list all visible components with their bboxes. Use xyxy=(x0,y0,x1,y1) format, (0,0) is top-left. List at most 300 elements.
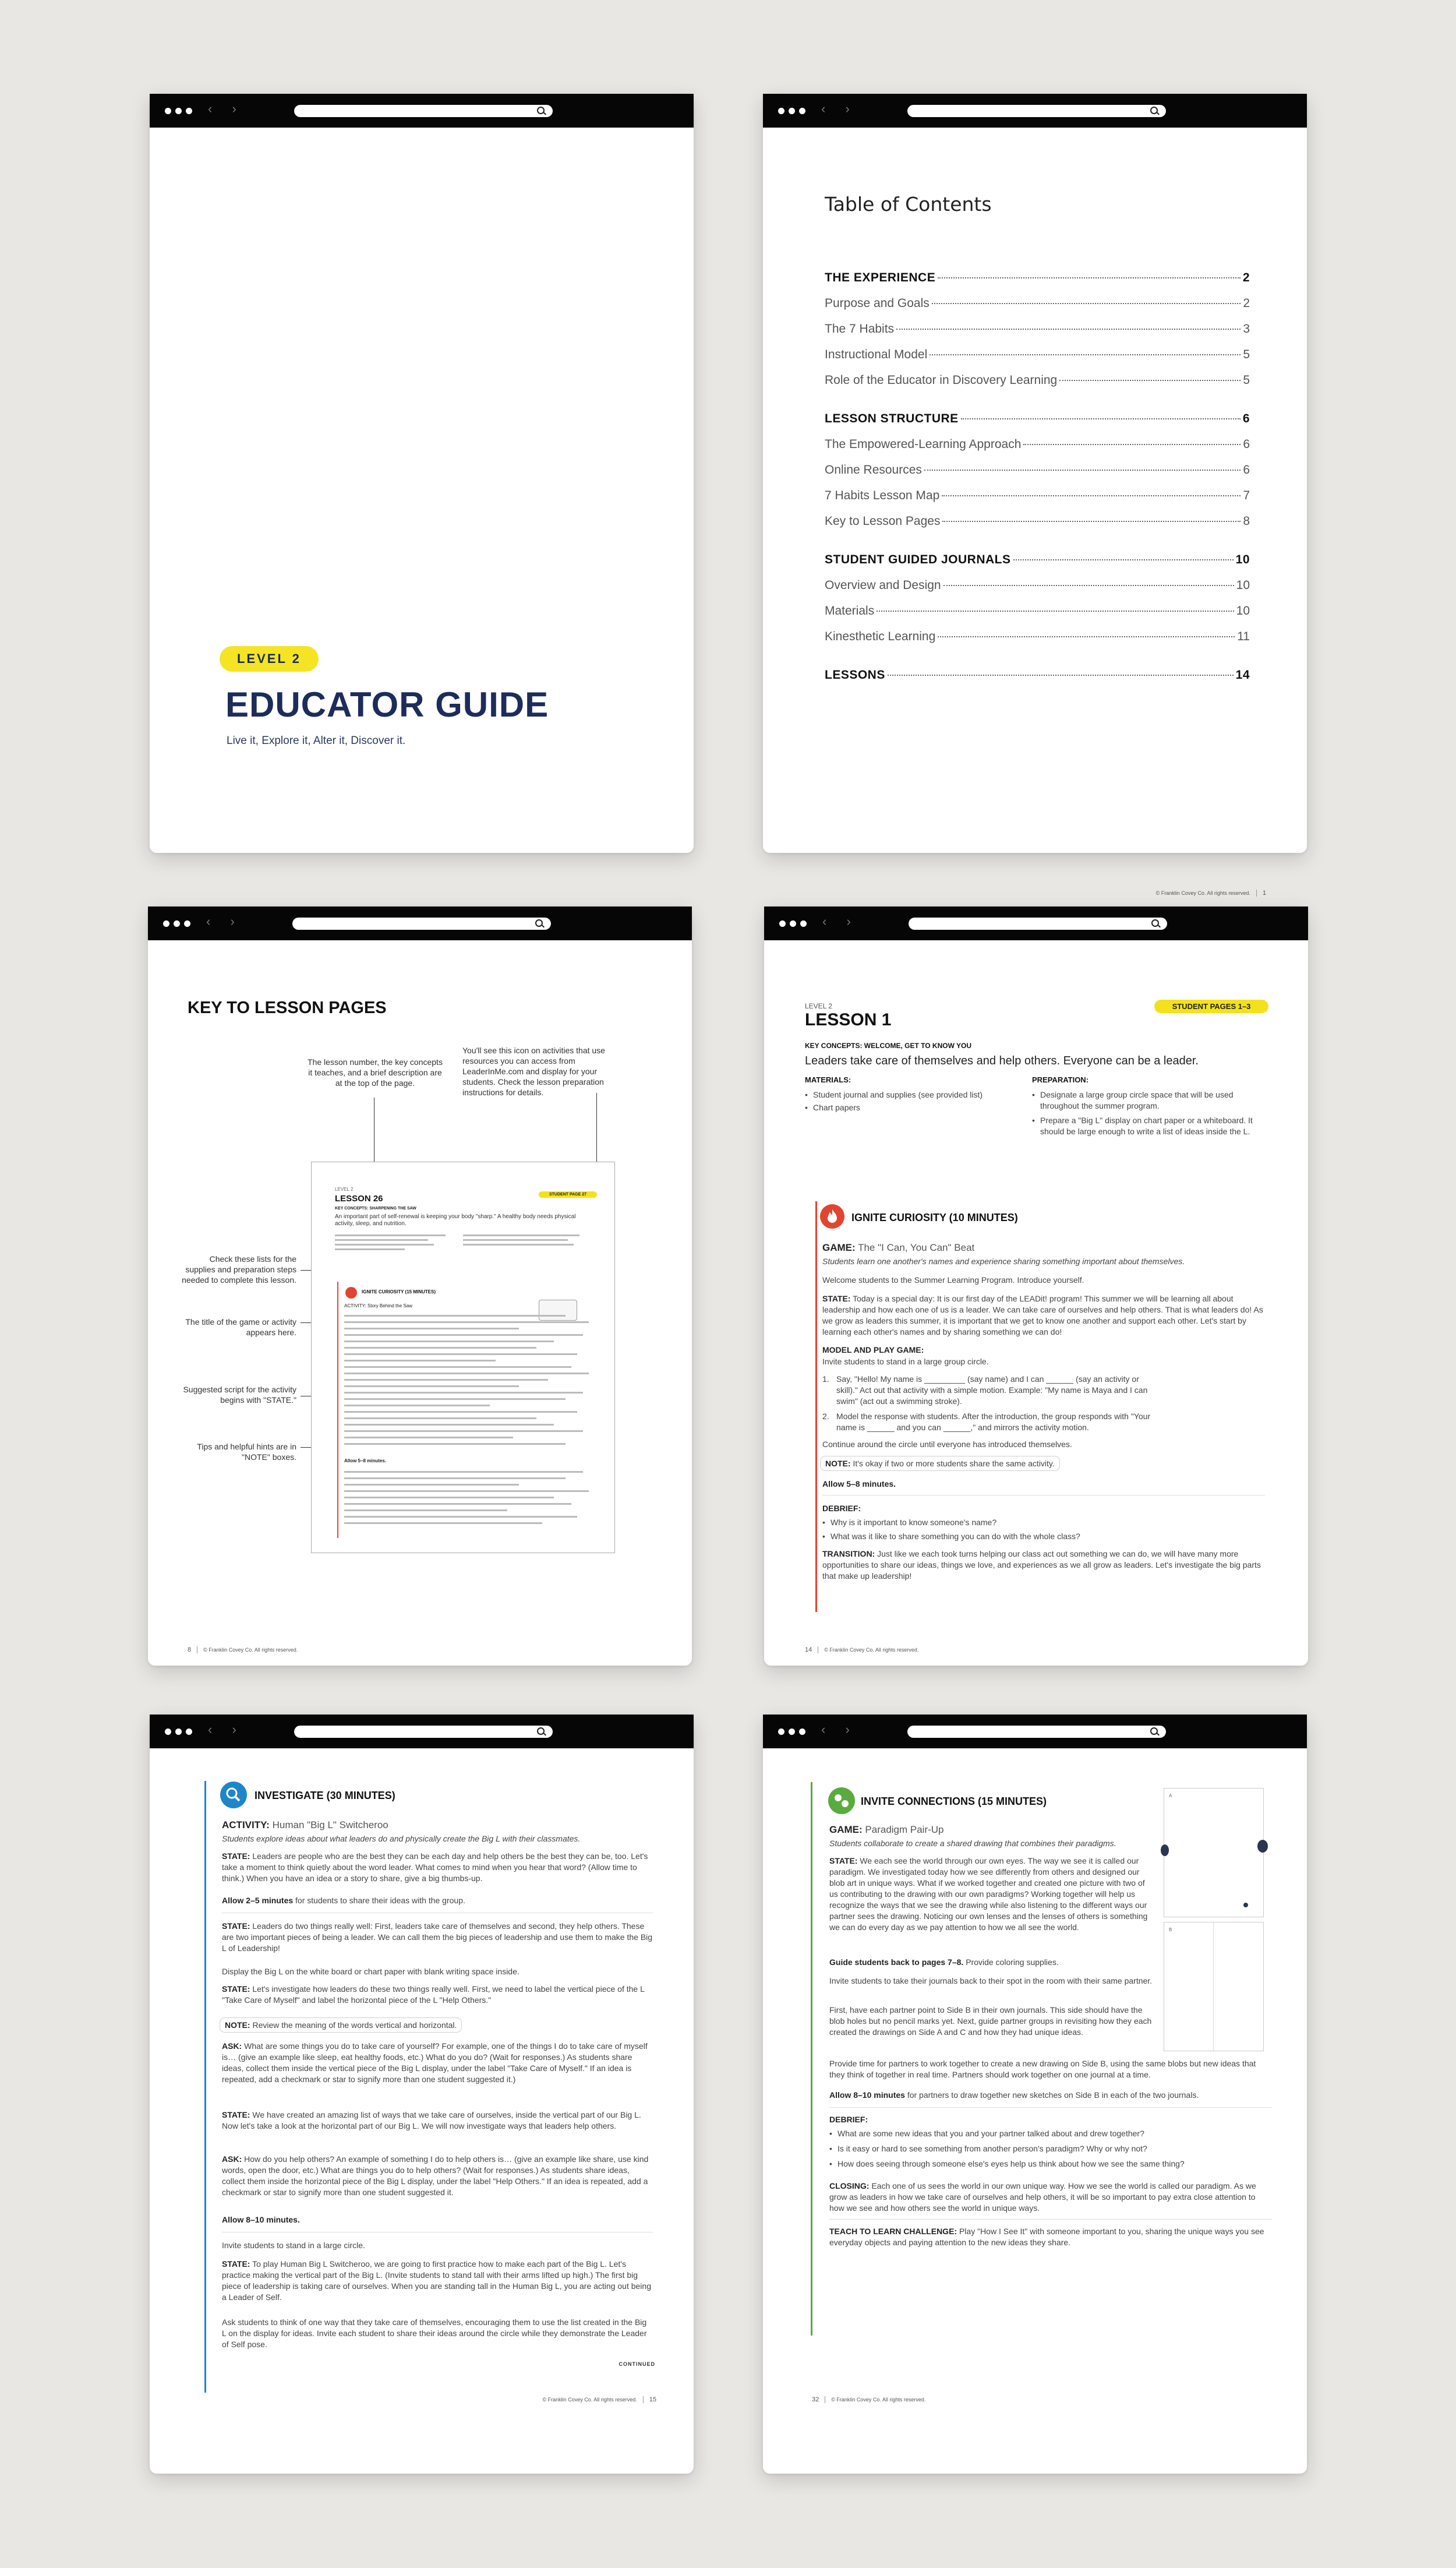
investigate-page-card xyxy=(150,1715,694,2474)
cover-page-card xyxy=(150,94,694,853)
window-controls[interactable] xyxy=(779,919,811,930)
state-label: STATE: xyxy=(222,1851,250,1861)
text-line xyxy=(344,1516,577,1518)
script-paragraph xyxy=(222,2259,653,2303)
closing-label: CLOSING: xyxy=(829,2181,870,2190)
mini-level: LEVEL 2 xyxy=(335,1187,354,1192)
text-line xyxy=(344,1430,583,1432)
back-forward-icons[interactable]: ‹ › xyxy=(821,101,858,116)
toc-label: Key to Lesson Pages xyxy=(825,514,941,528)
window-controls[interactable] xyxy=(778,1727,810,1738)
teach-to-learn xyxy=(829,2226,1272,2248)
list-item: • Designate a large group circle space that will be used throughout the summer program. xyxy=(1032,1089,1259,1112)
toc-page-number: 2 xyxy=(1243,297,1250,310)
toc-row[interactable] xyxy=(825,463,1250,481)
state-label: STATE: xyxy=(822,1294,851,1303)
online-resource-icon xyxy=(539,1300,577,1321)
text-line xyxy=(344,1490,589,1492)
paragraph-text: We each see the world through our own eyes. The way we see it is called our paradigm. We investigated today how we see differently from others and designed our blob art in unique ways. What if we worked together and created one picture with two of us contributing to the drawing with our own paradigms? Working together will help us recognize the ways that we see the drawing while also listening to the different ways our partner sees the drawing. Noticing our own lenses and the lenses of others is something we can do every day as we pay attention to how we all see the world. xyxy=(829,1856,1148,1932)
address-bar[interactable] xyxy=(294,1726,553,1738)
list-item-text: Is it easy or hard to see something from another person's paradigm? Why or why not? xyxy=(837,2144,1147,2153)
allow-time: Allow 8–10 minutes. xyxy=(222,2215,300,2224)
toc-label: STUDENT GUIDED JOURNALS xyxy=(825,553,1011,566)
guide-label: Guide students back to pages 7–8. xyxy=(829,1957,964,1967)
ignite-curiosity-icon xyxy=(345,1287,357,1299)
text-line xyxy=(344,1360,496,1361)
connections-page xyxy=(763,1748,1307,2474)
window-controls[interactable] xyxy=(165,1727,196,1738)
page-number: 1 xyxy=(1256,890,1266,897)
page-number: 32 xyxy=(812,2396,825,2403)
address-bar[interactable] xyxy=(294,105,553,117)
step-2: 2. Model the response with students. After the introduction, the group responds with "Your name is ______ and you can ______," and mirrors the activity motion. xyxy=(822,1411,1160,1433)
game-name: The "I Can, You Can" Beat xyxy=(858,1242,975,1253)
address-bar[interactable] xyxy=(907,105,1166,117)
state-label: STATE: xyxy=(829,1856,858,1865)
window-controls[interactable] xyxy=(778,107,810,117)
search-icon[interactable] xyxy=(1151,919,1159,927)
mini-concepts: KEY CONCEPTS: SHARPENING THE SAW xyxy=(335,1207,416,1211)
toc-leader-dots xyxy=(877,611,1234,612)
toc-label: THE EXPERIENCE xyxy=(825,271,936,284)
debrief-label: DEBRIEF: xyxy=(822,1504,861,1513)
toc-row[interactable] xyxy=(825,348,1250,365)
mini-section-heading: IGNITE CURIOSITY (15 MINUTES) xyxy=(362,1289,436,1294)
address-bar[interactable] xyxy=(292,918,551,930)
student-pages-badge: STUDENT PAGES 1–3 xyxy=(1154,1000,1268,1013)
list-item-text: Student journal and supplies (see provided list) xyxy=(813,1090,983,1099)
toc-label: The 7 Habits xyxy=(825,322,895,336)
ask-label: ASK: xyxy=(222,2041,242,2051)
state-label: STATE: xyxy=(222,2110,250,2119)
transition-text xyxy=(822,1548,1265,1582)
activity-label: ACTIVITY: xyxy=(222,1819,270,1830)
toc-page-number: 10 xyxy=(1235,553,1250,566)
list-item: • What are some new ideas that you and your partner talked about and drew together? xyxy=(829,2128,1272,2139)
text-line xyxy=(344,1503,571,1505)
paragraph-text: Leaders are people who are the best they can be each day and help others be the best they can be, too. Let's take a moment to think quietly about the word leader. What comes to mind when you hear that word? (Allow time to think.) When you have an idea or a story to share, give a big thumbs-up. xyxy=(222,1851,648,1883)
key-page xyxy=(148,940,692,1666)
toc-row[interactable] xyxy=(825,438,1250,455)
state-label: STATE: xyxy=(222,2259,250,2269)
page-number: 8 xyxy=(188,1646,197,1653)
section-rule xyxy=(815,1201,817,1612)
closing-text xyxy=(829,2181,1272,2214)
lesson-title: LESSON 1 xyxy=(805,1010,892,1029)
note-label: NOTE: xyxy=(225,2020,250,2030)
search-icon[interactable] xyxy=(535,919,543,927)
page-footer xyxy=(812,2396,925,2403)
page-number: 14 xyxy=(805,1646,818,1653)
section-heading: IGNITE CURIOSITY (10 MINUTES) xyxy=(851,1212,1018,1223)
toc-leader-dots xyxy=(896,329,1241,330)
address-bar[interactable] xyxy=(909,918,1167,930)
step-1: 1. Say, "Hello! My name is _________ (say name) and I can ______ (say an activity or skill)." Act out that activity with a simple motion. Example: "My name is Maya and I can swim" (act out a swimming stroke). xyxy=(822,1374,1160,1407)
browser-toolbar xyxy=(763,1715,1307,1748)
note-text: Review the meaning of the words vertical and horizontal. xyxy=(252,2020,457,2030)
window-controls[interactable] xyxy=(165,107,196,117)
list-item: • Chart papers xyxy=(805,1102,1003,1113)
search-icon[interactable] xyxy=(1150,1727,1158,1735)
toc-page-number: 3 xyxy=(1243,322,1250,336)
script-paragraph xyxy=(222,1851,653,1884)
guide-tagline: Live it, Explore it, Alter it, Discover it. xyxy=(227,735,406,747)
toc-leader-dots xyxy=(942,495,1241,496)
toc-section-row[interactable] xyxy=(825,271,1250,288)
closing-body: Each one of us sees the world in our own unique way. How we see the world is called our paradigm. As we grow as leaders in how we take care of ourselves and help others, it will be so important to pay extra close attention to how we see and how others see the world in unique ways. xyxy=(829,2181,1256,2213)
text-line xyxy=(344,1417,536,1419)
toc-page-number: 10 xyxy=(1236,578,1250,592)
toc-leader-dots xyxy=(1013,559,1234,560)
text-line xyxy=(344,1373,589,1374)
toc-label: LESSON STRUCTURE xyxy=(825,412,959,425)
list-item-text: Why is it important to know someone's name? xyxy=(831,1518,997,1527)
toc-leader-dots xyxy=(888,675,1234,676)
text-line xyxy=(344,1471,583,1473)
toc-page-number: 2 xyxy=(1242,271,1250,284)
toc-leader-dots xyxy=(924,470,1241,471)
paragraph-text: What are some things you do to take care of yourself? For example, one of the things I do to take care of myself is… (give an example like sleep, eat healthy foods, etc.) What do you do? (Wait for responses.) As students share ideas, collect them inside the vertical piece of the Big L display, under the label "Take Care of Myself." If an idea is repeated, add a checkmark or star to signify more than one student suggested it.) xyxy=(222,2041,648,2084)
browser-toolbar xyxy=(150,94,694,128)
text-line xyxy=(344,1424,554,1426)
text-line xyxy=(344,1341,554,1342)
copyright: © Franklin Covey Co. All rights reserved. xyxy=(1155,890,1250,896)
browser-toolbar xyxy=(764,906,1308,940)
section-rule xyxy=(811,1782,812,2336)
sample-lesson-page xyxy=(311,1162,615,1553)
toc-label: The Empowered-Learning Approach xyxy=(825,438,1022,451)
text-line xyxy=(335,1234,446,1236)
text-line xyxy=(344,1411,577,1413)
toc-page-card xyxy=(763,94,1307,897)
game-description: Students learn one another's names and experience sharing something important about themselves. xyxy=(822,1257,1185,1266)
list-item: • Student journal and supplies (see provided list) xyxy=(805,1089,1003,1100)
key-page-card xyxy=(148,906,692,1666)
back-forward-icons[interactable]: ‹ › xyxy=(822,914,859,929)
paragraph-text: Leaders do two things really well: First, leaders take care of themselves and second, they help others. These are two important pieces of being a leader. We can call them the big pieces of leadership and use them to make the Big L of Leadership! xyxy=(222,1921,653,1953)
text-line xyxy=(344,1484,519,1486)
divider xyxy=(829,2219,1272,2220)
list-item-text: Chart papers xyxy=(813,1103,860,1112)
activity-name: Human "Big L" Switcheroo xyxy=(272,1819,388,1830)
text-line xyxy=(344,1497,554,1498)
instruction-text: First, have each partner point to Side B in their own journals. This side should have the blob holes but no pencil marks yet. Next, guide partner groups in revisiting how they each created the drawings on Side A and C and how they had unique ideas. xyxy=(829,2005,1152,2037)
text-line xyxy=(344,1522,542,1524)
toc-section-row[interactable] xyxy=(825,412,1250,429)
search-icon[interactable] xyxy=(537,107,545,114)
callout-lists: Check these lists for the supplies and preparation steps needed to complete this lesson. xyxy=(182,1254,296,1285)
level-label: LEVEL 2 xyxy=(805,1002,832,1010)
materials-label: MATERIALS: xyxy=(805,1075,851,1084)
paragraph-text: for partners to draw together new sketches on Side B in each of the two journals. xyxy=(907,2090,1199,2100)
instruction-text: Display the Big L on the white board or chart paper with blank writing space inside. xyxy=(222,1967,520,1976)
text-line xyxy=(344,1334,583,1336)
toc-leader-dots xyxy=(961,418,1241,419)
transition-body: Just like we each took turns helping our class act out something we can do, we will have many more opportunities to share our ideas, things we love, and experiences as we all grow as leaders. Let's investigate the big parts that make up leadership! xyxy=(822,1549,1261,1581)
toc-page-number: 7 xyxy=(1243,489,1250,502)
list-item: • What was it like to share something you can do with the whole class? xyxy=(822,1531,1265,1542)
toc-leader-dots xyxy=(1023,444,1241,445)
game-name: Paradigm Pair-Up xyxy=(865,1824,944,1835)
journal-side-a xyxy=(1164,1788,1264,1917)
toc-row[interactable] xyxy=(825,514,1250,532)
address-bar[interactable] xyxy=(907,1726,1166,1738)
toc-page-number: 5 xyxy=(1243,373,1250,387)
magnifier-icon xyxy=(220,1782,247,1808)
script-paragraph xyxy=(222,2041,653,2085)
toc-row[interactable] xyxy=(825,578,1250,596)
toc-leader-dots xyxy=(943,585,1234,586)
step-1-text: Say, "Hello! My name is _________ (say name) and I can ______ (say an activity or skill)." Act out that activity with a simple motion. Example: "My name is Maya and I can swim" (act out a swimming stroke). xyxy=(836,1374,1148,1406)
game-title xyxy=(829,1824,944,1836)
paragraph-text: How do you help others? An example of something I do to help others is… (give an example like share, use kind words, open the door, etc.) What are things you do to help others? (Wait for responses.) As students share ideas, collect them inside the horizontal piece of the Big L display, under the label "Help Others." If an idea is repeated, add a checkmark or star to signify more than one student suggested it. xyxy=(222,2154,649,2197)
text-line xyxy=(344,1443,566,1445)
toc-leader-dots xyxy=(930,354,1241,355)
activity-description: Students explore ideas about what leaders do and physically create the Big L with their classmates. xyxy=(222,1834,581,1843)
toc-label: Online Resources xyxy=(825,463,922,477)
transition-label: TRANSITION: xyxy=(822,1549,875,1558)
toc-page-number: 10 xyxy=(1236,604,1250,618)
search-icon[interactable] xyxy=(1150,107,1158,114)
toc-row[interactable] xyxy=(825,373,1250,391)
toc-row[interactable] xyxy=(825,630,1250,647)
model-label: MODEL AND PLAY GAME: xyxy=(822,1345,924,1354)
mini-description: An important part of self-renewal is keeping your body "sharp." A healthy body needs physical activity, sleep, and nutrition. xyxy=(335,1214,576,1227)
section-rule xyxy=(337,1282,338,1538)
callout-online-icon: You'll see this icon on activities that use resources you can access from LeaderInMe.com and display for your students. Check the lesson preparation instructions for details. xyxy=(462,1046,605,1097)
preparation-label: PREPARATION: xyxy=(1032,1075,1089,1084)
text-line xyxy=(344,1353,577,1355)
toc-page xyxy=(763,128,1307,897)
page-title: KEY TO LESSON PAGES xyxy=(188,999,387,1017)
paragraph-text: We have created an amazing list of ways that we take care of ourselves, inside the vertical part of our Big L. Now let's take a look at the horizontal part of our Big L. We will now investigate ways that leaders help others. xyxy=(222,2110,641,2130)
page-footer xyxy=(543,2396,656,2403)
toc-page-number: 6 xyxy=(1243,438,1250,451)
browser-toolbar xyxy=(150,1715,694,1748)
script-paragraph xyxy=(222,2110,653,2132)
game-label: GAME: xyxy=(822,1242,856,1253)
ignite-curiosity-icon xyxy=(820,1204,844,1229)
callout-game-title: The title of the game or activity appears here. xyxy=(185,1317,296,1337)
toc-label: Overview and Design xyxy=(825,578,941,592)
toc-heading: Table of Contents xyxy=(825,193,992,216)
cover-page xyxy=(150,128,694,853)
continue-text: Continue around the circle until everyone has introduced themselves. xyxy=(822,1440,1072,1449)
toc-label: Purpose and Goals xyxy=(825,297,930,310)
toc-label: Kinesthetic Learning xyxy=(825,630,936,643)
guide-title: EDUCATOR GUIDE xyxy=(225,685,549,724)
text-line xyxy=(344,1328,519,1329)
toc-label: Instructional Model xyxy=(825,348,928,361)
callout-lesson-header: The lesson number, the key concepts it teaches, and a brief description are at the top of the page. xyxy=(308,1057,443,1088)
back-forward-icons[interactable]: ‹ › xyxy=(821,1722,858,1737)
welcome-text: Welcome students to the Summer Learning Program. Introduce yourself. xyxy=(822,1275,1084,1285)
note-box xyxy=(820,1456,1060,1471)
page-footer xyxy=(805,1646,918,1653)
toc-page-number: 11 xyxy=(1237,630,1250,643)
list-item-text: What was it like to share something you can do with the whole class? xyxy=(831,1532,1080,1541)
back-forward-icons[interactable]: ‹ › xyxy=(208,101,245,116)
mini-lesson-title: LESSON 26 xyxy=(335,1194,383,1204)
text-line xyxy=(344,1379,548,1381)
text-line xyxy=(335,1244,434,1246)
journal-side-b xyxy=(1164,1922,1264,2051)
toc-row[interactable] xyxy=(825,297,1250,314)
instruction-text: Ask students to think of one way that they take care of themselves, encouraging them to use the list created in the Big L on the display for ideas. Invite each student to share their ideas around the circle while they demonstrate the Leader of Self pose. xyxy=(222,2317,647,2349)
text-line xyxy=(463,1244,574,1246)
game-description: Students collaborate to create a shared drawing that combines their paradigms. xyxy=(829,1839,1116,1848)
side-b-label: B xyxy=(1169,1927,1172,1932)
toc-section-row[interactable] xyxy=(825,553,1250,570)
callout-notes: Tips and helpful hints are in "NOTE" boxes. xyxy=(197,1442,296,1462)
journal-gutter xyxy=(1213,1923,1214,2051)
game-label: GAME: xyxy=(829,1824,863,1835)
search-icon[interactable] xyxy=(537,1727,545,1735)
page-footer xyxy=(188,1646,298,1653)
toc-label: LESSONS xyxy=(825,668,885,682)
text-line xyxy=(344,1315,566,1317)
toc-row[interactable] xyxy=(825,489,1250,506)
instruction-text: Provide time for partners to work together to create a new drawing on Side B, using the same blobs but new ideas that they think of together in real time. Partners should work together on one journal at a time. xyxy=(829,2059,1256,2079)
toc-label: Materials xyxy=(825,604,875,618)
text-line xyxy=(344,1347,536,1349)
window-controls[interactable] xyxy=(163,919,195,930)
toc-page-number: 14 xyxy=(1235,668,1250,682)
allow-label: Allow 2–5 minutes xyxy=(222,1896,294,1905)
page-footer xyxy=(1156,890,1266,897)
blob-hole xyxy=(1243,1903,1248,1907)
toc-label: Role of the Educator in Discovery Learning xyxy=(825,373,1058,387)
section-rule xyxy=(204,1781,206,2393)
copyright: © Franklin Covey Co. All rights reserved. xyxy=(542,2397,637,2403)
list-item: • Why is it important to know someone's name? xyxy=(822,1517,1265,1528)
list-item: • How does seeing through someone else's eyes help us think about how we see the same thing? xyxy=(829,2158,1272,2170)
note-box xyxy=(220,2017,462,2033)
copyright: © Franklin Covey Co. All rights reserved. xyxy=(831,2397,926,2403)
continued-label: CONTINUED xyxy=(619,2361,655,2367)
toc-row[interactable] xyxy=(825,322,1250,340)
back-forward-icons[interactable]: ‹ › xyxy=(206,914,243,929)
text-line xyxy=(463,1234,579,1236)
text-line xyxy=(344,1509,507,1511)
toc-row[interactable] xyxy=(825,604,1250,622)
investigate-page xyxy=(150,1748,694,2474)
list-item: • Is it easy or hard to see something from another person's paradigm? Why or why not? xyxy=(829,2143,1272,2154)
text-line xyxy=(344,1398,566,1400)
toc-page-number: 6 xyxy=(1243,463,1250,477)
toc-leader-dots xyxy=(938,277,1241,278)
allow-label: Allow 8–10 minutes xyxy=(829,2090,905,2100)
key-concepts: KEY CONCEPTS: WELCOME, GET TO KNOW YOU xyxy=(805,1042,972,1050)
step-2-text: Model the response with students. After the introduction, the group responds with "Your name is ______ and you can ______," and mirrors the activity motion. xyxy=(836,1412,1151,1432)
state-label: STATE: xyxy=(222,1984,250,1994)
toc-section-row[interactable] xyxy=(825,668,1250,686)
toc-label: 7 Habits Lesson Map xyxy=(825,489,940,502)
list-item-text: What are some new ideas that you and your partner talked about and drew together? xyxy=(837,2129,1144,2138)
mini-allow: Allow 5–8 minutes. xyxy=(344,1458,387,1463)
text-line xyxy=(344,1366,571,1368)
text-line xyxy=(463,1239,568,1241)
instruction-text: Invite students to stand in a large circle. xyxy=(222,2241,365,2250)
browser-toolbar xyxy=(763,94,1307,128)
text-line xyxy=(344,1477,566,1479)
activity-title xyxy=(222,1819,388,1831)
paragraph-text: Let's investigate how leaders do these two things really well. First, we need to label the vertical piece of the L "Take Care of Myself" and label the horizontal piece of the L "Help Others." xyxy=(222,1984,645,2005)
allow-time: Allow 5–8 minutes. xyxy=(822,1479,896,1488)
allow-time xyxy=(222,1895,653,1906)
script-paragraph xyxy=(222,1921,653,1954)
list-item-text: Prepare a "Big L" display on chart paper or a whiteboard. It should be large enough to write a list of ideas inside the L. xyxy=(1040,1116,1253,1136)
game-title xyxy=(822,1242,974,1254)
state-text: Today is a special day: It is our first day of the LEADit! program! This summer we will be learning all about leadership and how each one of us is a leader. We can take care of ourselves and help others. That is what leaders do! As we grow as leaders this summer, it is important that we get to know one another and support each other. Let's start by learning each other's names and by sharing something we can do! xyxy=(822,1294,1263,1336)
list-item-text: Designate a large group circle space that will be used throughout the summer program. xyxy=(1040,1090,1234,1110)
text-line xyxy=(344,1385,519,1387)
page-number: 15 xyxy=(643,2396,656,2403)
ask-label: ASK: xyxy=(222,2154,242,2164)
callout-script: Suggested script for the activity begins with "STATE." xyxy=(183,1385,296,1405)
text-line xyxy=(344,1405,490,1406)
lesson-summary: Leaders take care of themselves and help others. Everyone can be a leader. xyxy=(805,1054,1199,1067)
copyright: © Franklin Covey Co. All rights reserved. xyxy=(824,1647,919,1653)
blob-hole xyxy=(1161,1844,1169,1856)
toc-leader-dots xyxy=(1059,380,1241,381)
note-text: It's okay if two or more students share the same activity. xyxy=(853,1459,1055,1468)
toc-page-number: 8 xyxy=(1243,514,1250,528)
text-line xyxy=(344,1437,513,1438)
lesson1-page-card xyxy=(764,906,1308,1666)
ttl-label: TEACH TO LEARN CHALLENGE: xyxy=(829,2227,957,2236)
paragraph-text: Provide coloring supplies. xyxy=(966,1957,1059,1967)
text-line xyxy=(335,1248,405,1250)
state-label: STATE: xyxy=(222,1921,250,1931)
text-line xyxy=(335,1239,428,1241)
divider xyxy=(829,2107,1272,2108)
connections-icon xyxy=(828,1787,855,1814)
browser-toolbar xyxy=(148,906,692,940)
script-paragraph xyxy=(222,1984,653,2006)
instruction-text: Invite students to take their journals back to their spot in the room with their same partner. xyxy=(829,1976,1153,1985)
guide-text xyxy=(829,1957,1155,1968)
copyright: © Franklin Covey Co. All rights reserved. xyxy=(203,1647,298,1653)
toc-page-number: 5 xyxy=(1243,348,1250,361)
script-paragraph xyxy=(829,1856,1155,1933)
toc-leader-dots xyxy=(932,303,1241,304)
ttl-body: Play "How I See It" with someone important to you, sharing the unique ways you see everyday objects and paying attention to the new ideas they share. xyxy=(829,2227,1264,2247)
text-line xyxy=(344,1392,583,1394)
list-item-text: How does seeing through someone else's eyes help us think about how we see the same thing? xyxy=(837,2159,1185,2168)
allow-time xyxy=(829,2090,1272,2101)
mini-activity: ACTIVITY: Story Behind the Saw xyxy=(344,1303,412,1308)
model-text: Invite students to stand in a large group circle. xyxy=(822,1357,989,1366)
section-heading: INVESTIGATE (30 MINUTES) xyxy=(255,1790,395,1801)
connections-page-card xyxy=(763,1715,1307,2474)
level-badge: LEVEL 2 xyxy=(220,646,319,672)
back-forward-icons[interactable]: ‹ › xyxy=(208,1722,245,1737)
side-a-label: A xyxy=(1169,1793,1172,1798)
blob-hole xyxy=(1257,1840,1268,1853)
state-script xyxy=(822,1293,1265,1338)
note-label: NOTE: xyxy=(825,1459,851,1468)
section-heading: INVITE CONNECTIONS (15 MINUTES) xyxy=(861,1796,1047,1807)
lesson1-page xyxy=(764,940,1308,1666)
toc-page-number: 6 xyxy=(1242,412,1250,425)
list-item: • Prepare a "Big L" display on chart paper or a whiteboard. It should be large enough to write a list of ideas inside the L. xyxy=(1032,1115,1259,1137)
toc-leader-dots xyxy=(938,636,1235,637)
toc-leader-dots xyxy=(942,521,1241,522)
mini-student-badge: STUDENT PAGE 27 xyxy=(539,1191,597,1198)
paragraph-text: for students to share their ideas with the group. xyxy=(295,1896,465,1905)
debrief-label: DEBRIEF: xyxy=(829,2115,868,2124)
